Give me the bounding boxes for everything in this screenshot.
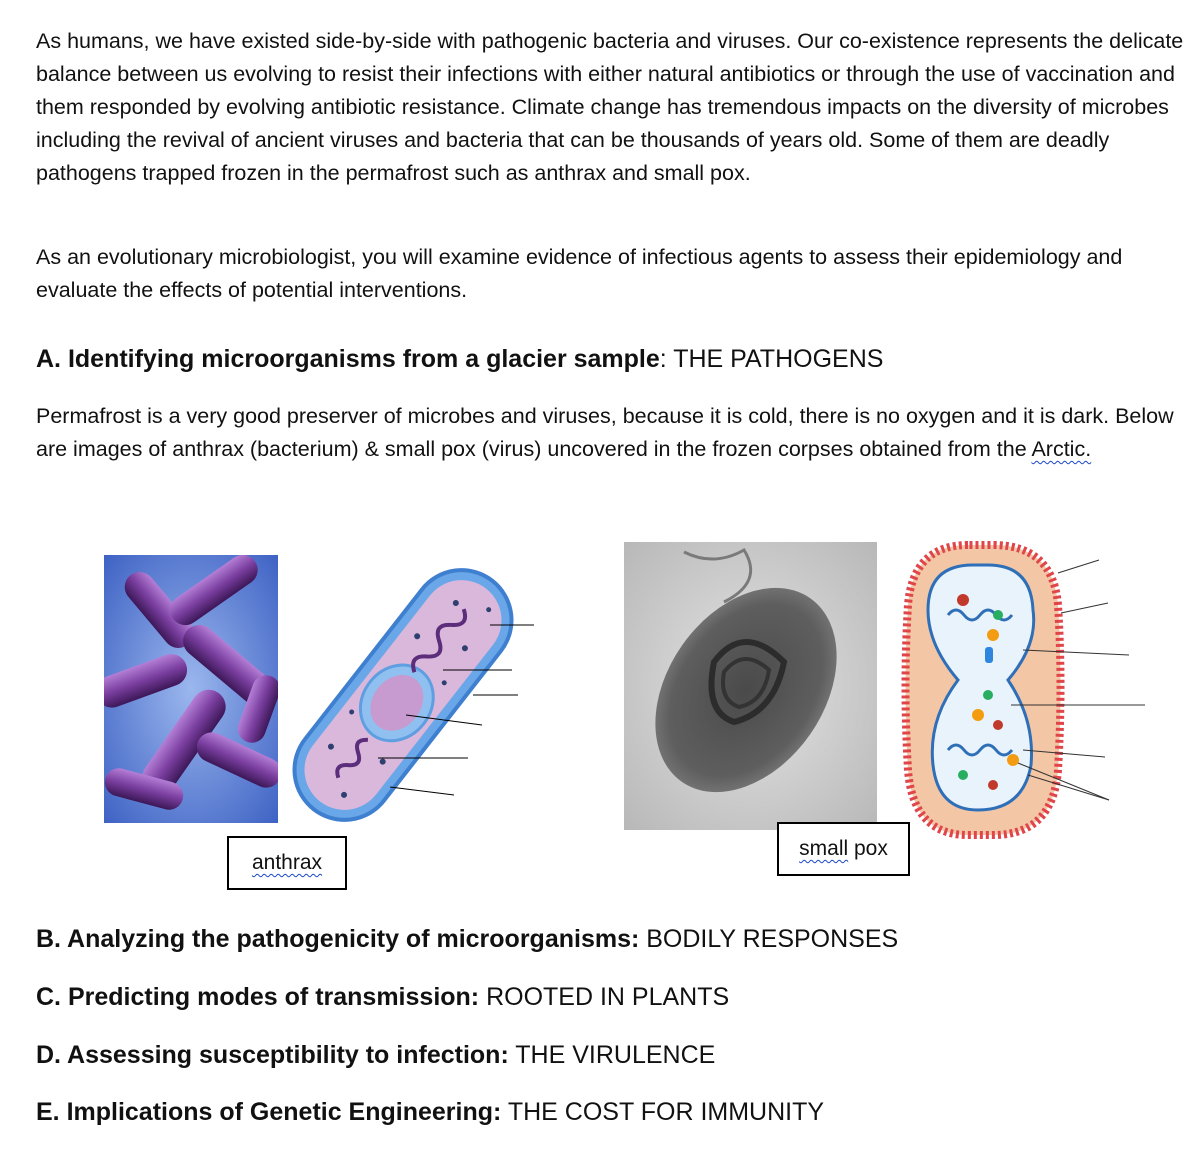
section-d-heading xyxy=(36,1038,715,1072)
smallpox-diagram xyxy=(893,535,1153,845)
anthrax-diagram xyxy=(278,525,538,845)
anthrax-label-box xyxy=(227,836,347,890)
section-e-heading xyxy=(36,1095,824,1129)
section-b-heading xyxy=(36,922,898,956)
section-a-title: A. Identifying microorganisms from a glacier sample xyxy=(36,345,660,373)
section-d-title: D. Assessing susceptibility to infection: xyxy=(36,1041,509,1069)
smallpox-micrograph xyxy=(624,542,877,830)
section-e-subtitle: THE COST FOR IMMUNITY xyxy=(501,1098,825,1126)
section-c-title: C. Predicting modes of transmission: xyxy=(36,983,480,1011)
smallpox-label-box xyxy=(777,822,910,876)
anthrax-photo xyxy=(104,555,278,823)
section-c-heading xyxy=(36,980,729,1014)
smallpox-label-word: small xyxy=(799,837,849,860)
section-a-heading xyxy=(36,342,883,376)
intro-paragraph-2: As an evolutionary microbiologist, you will examine evidence of infectious agents to assess their epidemiology and evaluate the effects of potential interventions. xyxy=(36,245,1123,302)
section-b-subtitle: BODILY RESPONSES xyxy=(639,925,899,953)
section-d-subtitle: THE VIRULENCE xyxy=(508,1041,716,1069)
spellcheck-word-arctic: Arctic. xyxy=(1031,437,1092,461)
smallpox-label-rest: pox xyxy=(848,837,888,860)
section-e-title: E. Implications of Genetic Engineering: xyxy=(36,1098,502,1126)
section-a-text: Permafrost is a very good preserver of microbes and viruses, because it is cold, there is no oxygen and it is dark. Below are images of anthrax (bacterium) & small pox (virus) uncovered in the frozen corpses obtained from the xyxy=(36,404,1174,461)
section-b-title: B. Analyzing the pathogenicity of microorganisms: xyxy=(36,925,640,953)
anthrax-label: anthrax xyxy=(251,851,323,874)
section-a-paragraph xyxy=(36,400,1186,466)
section-c-subtitle: ROOTED IN PLANTS xyxy=(479,983,730,1011)
intro-paragraph-1: As humans, we have existed side-by-side with pathogenic bacteria and viruses. Our co-existence represents the delicate balance between us evolving to resist their infections with either natural antibiotics or through the use of vaccination and them responded by evolving antibiotic resistance. Climate change has tremendous impacts on the diversity of microbes including the revival of ancient viruses and bacteria that can be thousands of years old. Some of them are deadly pathogens trapped frozen in the permafrost such as anthrax and small pox. xyxy=(36,29,1184,185)
section-a-subtitle: : THE PATHOGENS xyxy=(659,345,884,373)
